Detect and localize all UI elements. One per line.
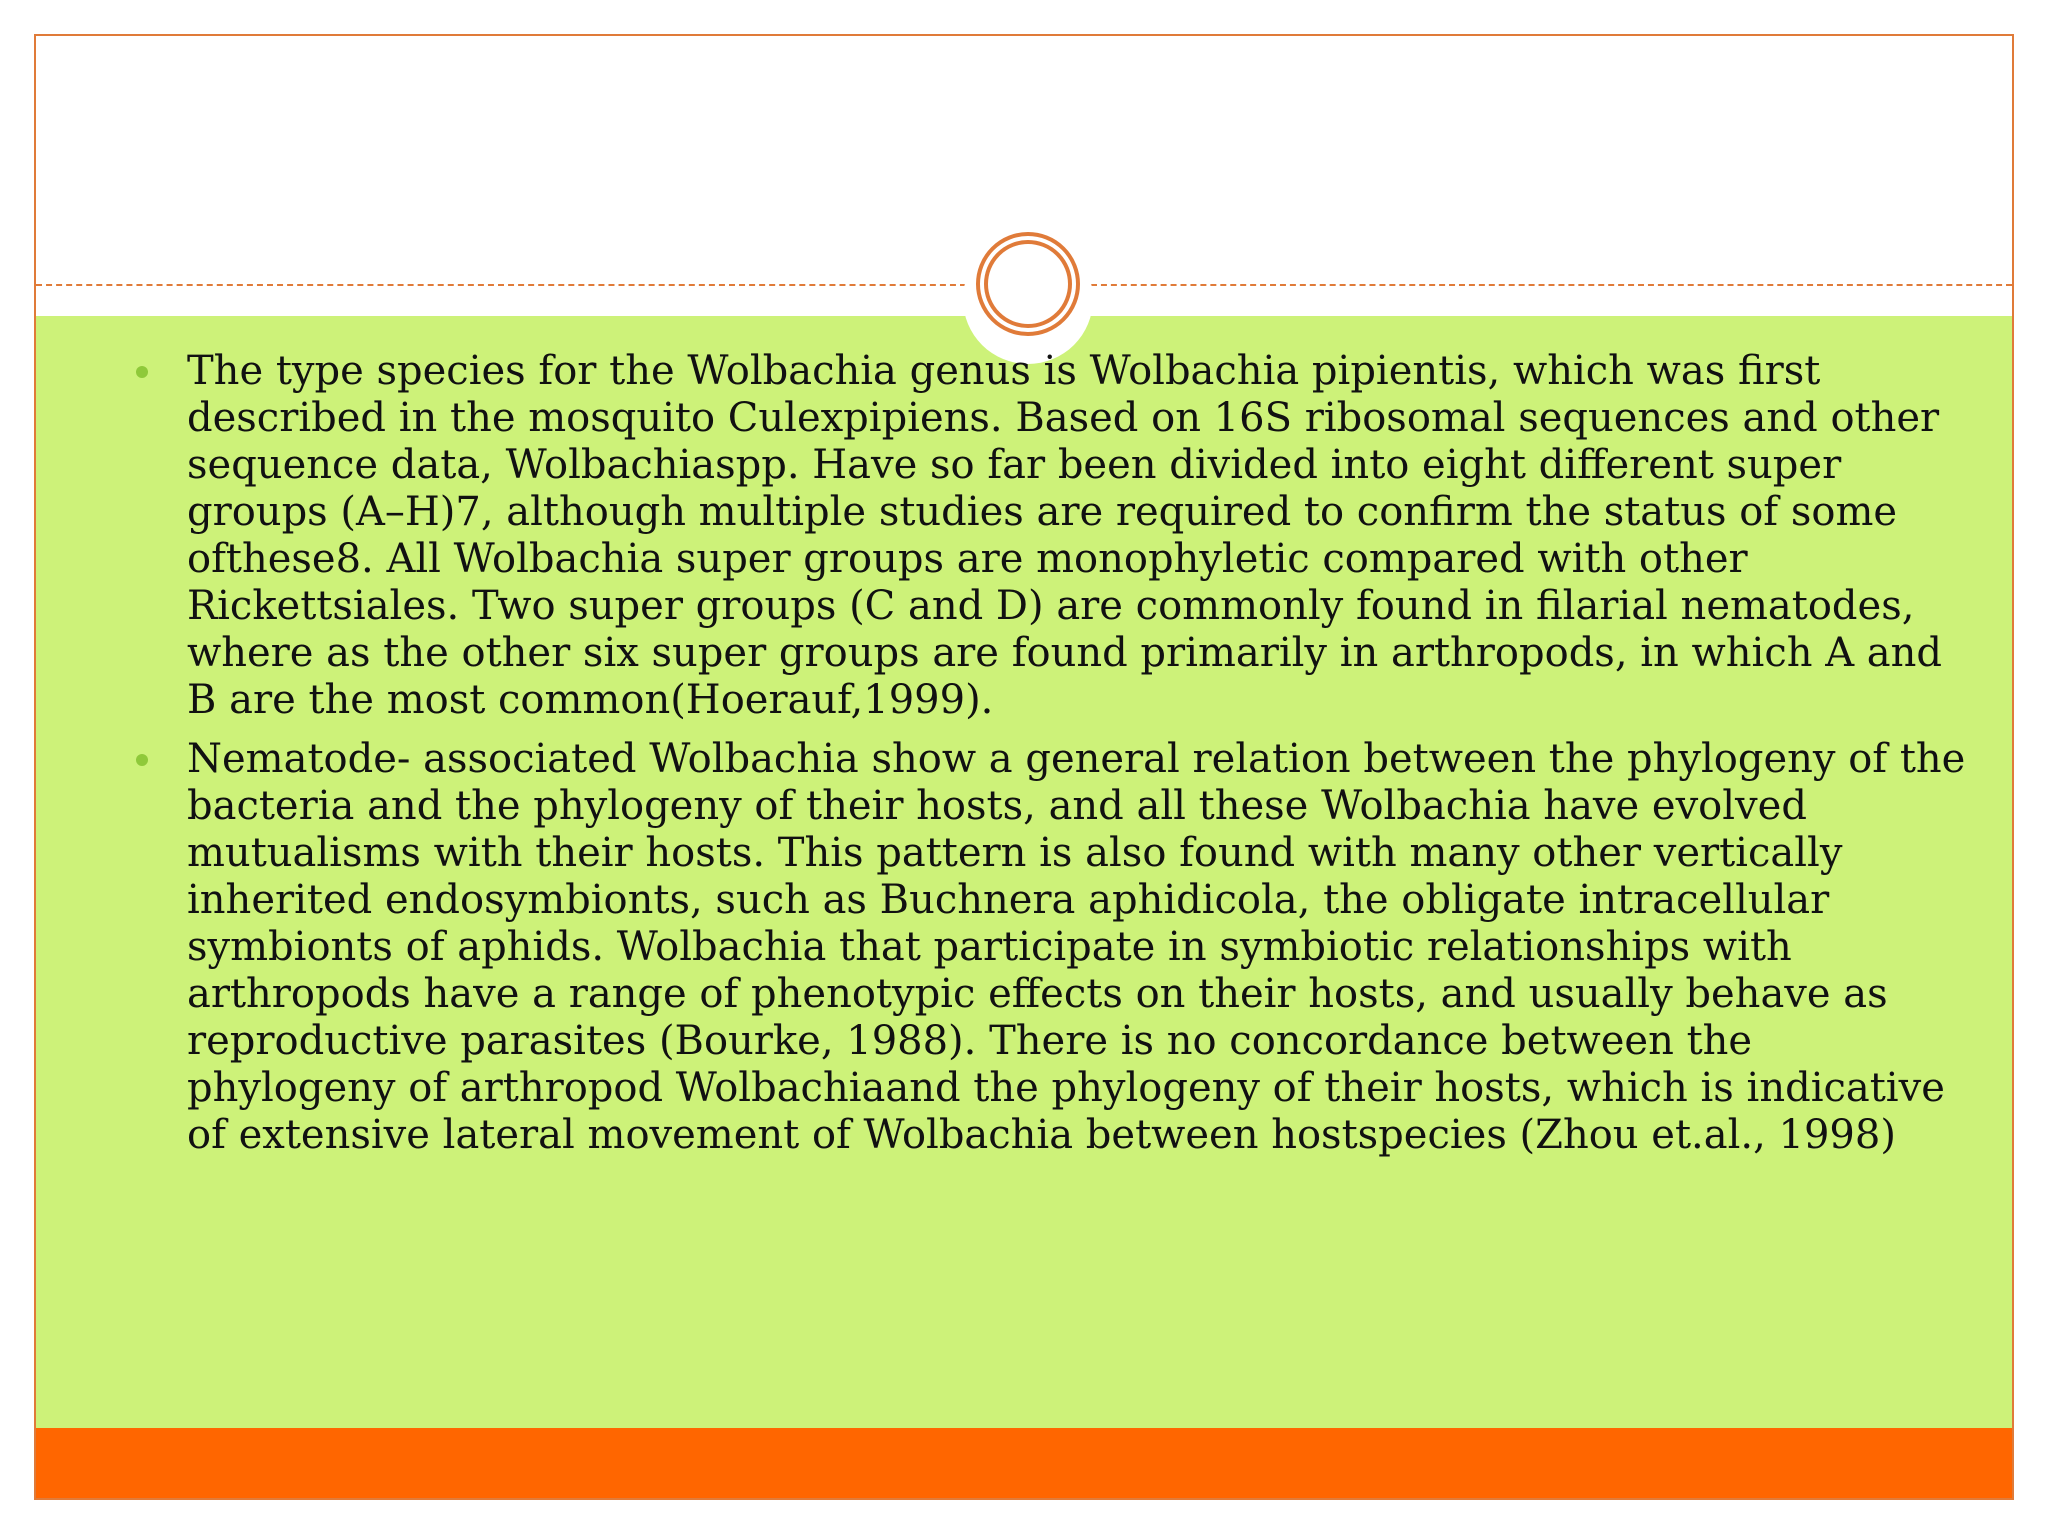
double-circle-ornament-icon [973,229,1083,339]
divider-line-left [36,284,966,286]
bullet-text: The type species for the Wolbachia genus is Wolbachia pipientis, which was first described in the mosquito Culexpipiens. Based on 16S ribosomal sequences and other sequence data, Wolbachiaspp. Have so far been divided into eight different super groups (A–H)7, although multiple studies are required to confirm the status of some ofthese8. All Wolbachia super groups are monophyletic compared with other Rickettsiales. Two super groups (C and D) are commonly found in filarial nematodes, where as the other six super groups are found primarily in arthropods, in which A and B are the most common(Hoerauf,1999). [187,348,1943,723]
bullet-dot-icon [136,754,148,766]
bullet-dot-icon [136,366,148,378]
list-item [136,348,1966,724]
bullet-text: Nematode- associated Wolbachia show a general relation between the phylogeny of the bacteria and the phylogeny of their hosts, and all these Wolbachia have evolved mutualisms with their hosts. This pattern is also found with many other vertically inherited endosymbionts, such as Buchnera aphidicola, the obligate intracellular symbionts of aphids. Wolbachia that participate in symbiotic relationships with arthropods have a range of phenotypic effects on their hosts, and usually behave as reproductive parasites (Bourke, 1988). There is no concordance between the phylogeny of arthropod Wolbachiaand the phylogeny of their hosts, which is indicative of extensive lateral movement of Wolbachia between hostspecies (Zhou et.al., 1998) [187,736,1966,1158]
list-item [136,736,1966,1159]
divider-line-right [1091,284,2012,286]
slide [34,34,2014,1500]
bottom-bar [36,1428,2012,1498]
bullet-list [136,348,1966,1171]
